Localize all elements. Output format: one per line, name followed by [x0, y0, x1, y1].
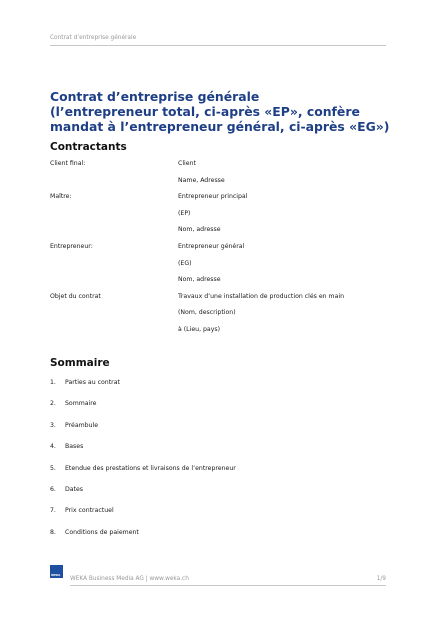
- title-line: mandat à l’entrepreneur général, ci-après «EG»): [50, 119, 390, 134]
- party-label: [50, 260, 178, 277]
- party-row: [50, 309, 390, 326]
- party-row: [50, 243, 390, 260]
- contractants-table: [50, 160, 390, 343]
- party-row: [50, 260, 390, 277]
- toc-item: [50, 529, 390, 550]
- toc-number: 6.: [50, 485, 56, 493]
- toc-text: Bases: [65, 443, 84, 451]
- party-row: [50, 326, 390, 343]
- toc-number: 7.: [50, 507, 56, 515]
- party-label: Maître:: [50, 193, 72, 201]
- party-value: Entrepreneur principal: [178, 193, 248, 201]
- toc-number: 8.: [50, 528, 56, 536]
- toc-number: 4.: [50, 443, 56, 451]
- toc-item: [50, 486, 390, 507]
- toc-item: [50, 507, 390, 528]
- party-value: Client: [178, 160, 196, 167]
- toc-item: [50, 465, 390, 486]
- party-value: à (Lieu, pays): [178, 325, 221, 333]
- toc-text: Préambule: [65, 421, 99, 429]
- toc-text: Etendue des prestations et livraisons de l’entrepreneur: [65, 464, 236, 472]
- party-label: Objet du contrat: [50, 292, 101, 300]
- toc-item: [50, 422, 390, 443]
- party-value: Entrepreneur général: [178, 242, 245, 250]
- running-header: Contrat d’entreprise générale: [50, 35, 386, 46]
- contractants-heading: Contractants: [50, 141, 127, 153]
- toc-text: Dates: [65, 485, 84, 493]
- toc-text: Prix contractuel: [65, 507, 114, 515]
- logo-text: WEKA: [51, 573, 61, 577]
- party-label: [50, 276, 178, 293]
- party-value: Name, Adresse: [178, 176, 225, 184]
- toc-item: [50, 443, 390, 464]
- party-value: Nom, adresse: [178, 276, 221, 284]
- toc-number: 5.: [50, 464, 56, 472]
- page-footer: [70, 576, 386, 586]
- toc-number: 2.: [50, 400, 56, 408]
- party-value: (Nom, description): [178, 309, 236, 317]
- party-row: [50, 276, 390, 293]
- sommaire-heading: Sommaire: [50, 357, 110, 369]
- party-value: (EP): [178, 209, 191, 217]
- weka-logo: [50, 565, 63, 578]
- party-row: [50, 293, 390, 310]
- page-number: 1/9: [376, 576, 386, 582]
- party-label: Client final:: [50, 160, 86, 167]
- toc-item: [50, 379, 390, 400]
- toc-number: 3.: [50, 421, 56, 429]
- toc-number: 1.: [50, 379, 56, 386]
- toc-text: Parties au contrat: [65, 379, 120, 386]
- table-of-contents: [50, 379, 390, 550]
- toc-text: Conditions de paiement: [65, 528, 139, 536]
- party-row: [50, 193, 390, 210]
- party-row: [50, 177, 390, 194]
- party-label: [50, 177, 178, 194]
- party-label: [50, 309, 178, 326]
- party-label: [50, 210, 178, 227]
- title-line: Contrat d’entreprise générale: [50, 89, 260, 104]
- party-value: (EG): [178, 259, 192, 267]
- party-label: [50, 326, 178, 343]
- party-label: [50, 226, 178, 243]
- party-row: [50, 210, 390, 227]
- toc-item: [50, 400, 390, 421]
- party-row: [50, 160, 390, 177]
- party-row: [50, 226, 390, 243]
- footer-text: WEKA Business Media AG | www.weka.ch: [70, 576, 189, 582]
- title-line: (l’entrepreneur total, ci-après «EP», confère: [50, 104, 360, 119]
- party-value: Nom, adresse: [178, 226, 221, 234]
- party-value: Travaux d’une installation de production clés en main: [178, 292, 345, 300]
- toc-text: Sommaire: [65, 400, 97, 408]
- party-label: Entrepreneur:: [50, 242, 93, 250]
- document-title: [50, 89, 400, 134]
